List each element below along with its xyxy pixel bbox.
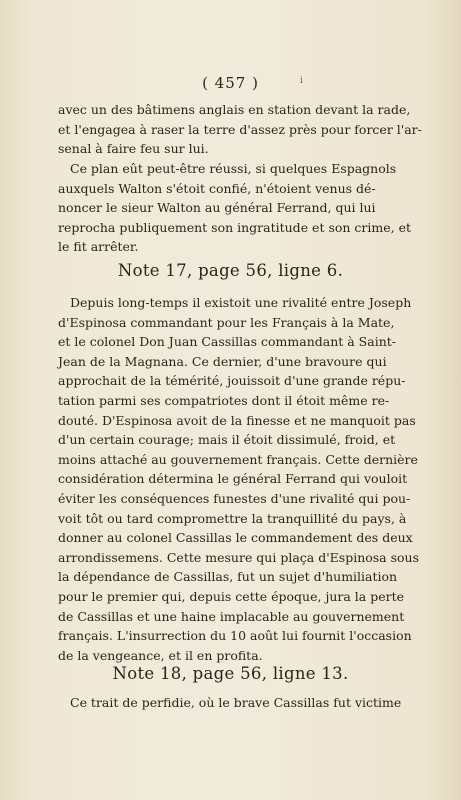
text-line: considération détermina le général Ferrand qui vouloit <box>58 471 408 487</box>
text-line: et le colonel Don Juan Cassillas commandant à Saint- <box>58 334 396 350</box>
text-line: avec un des bâtimens anglais en station devant la rade, <box>58 102 411 117</box>
text-line: douté. D'Espinosa avoit de la finesse et ne manquoit pas <box>58 412 416 428</box>
text-line: le fit arrêter. <box>58 239 139 255</box>
text-line: noncer le sieur Walton au général Ferrand, qui lui <box>58 200 376 216</box>
page-number: ( 457 ) <box>202 74 259 92</box>
corner-mark: i <box>300 76 303 86</box>
text-line: reprocha publiquement son ingratitude et son crime, et <box>58 219 412 235</box>
text-line: auxquels Walton s'étoit confié, n'étoient venus dé- <box>58 180 376 196</box>
text-line: pour le premier qui, depuis cette époque, jura la perte <box>58 588 404 604</box>
paragraph-1 <box>58 100 422 159</box>
text-line: voit tôt ou tard compromettre la tranquillité du pays, à <box>58 510 407 526</box>
text-line: de Cassillas et une haine implacable au gouvernement <box>58 608 405 624</box>
note-17-heading: Note 17, page 56, ligne 6. <box>117 261 344 280</box>
paragraph-3 <box>58 293 420 665</box>
text-line: approchait de la témérité, jouissoit d'une grande répu- <box>58 373 406 389</box>
text-line: français. L'insurrection du 10 août lui fournit l'occasion <box>58 628 412 644</box>
text-line: et l'engagea à raser la terre d'assez près pour forcer l'ar- <box>58 121 422 137</box>
text-line: éviter les conséquences funestes d'une rivalité qui pou- <box>58 490 411 506</box>
text-line: senal à faire feu sur lui. <box>58 141 209 157</box>
text-line: la dépendance de Cassillas, fut un sujet d'humiliation <box>58 569 398 585</box>
note-18-heading: Note 18, page 56, ligne 13. <box>112 664 349 683</box>
text-line: donner au colonel Cassillas le commandement des deux <box>58 530 413 546</box>
text-line: Ce plan eût peut-être réussi, si quelques Espagnols <box>70 161 397 176</box>
text-line: d'Espinosa commandant pour les Français à la Mate, <box>58 314 395 330</box>
text-line: de la vengeance, et il en profita. <box>58 647 263 663</box>
paragraph-2 <box>58 159 412 257</box>
text-line: Jean de la Magnana. Ce dernier, d'une bravoure qui <box>58 353 387 369</box>
text-line: d'un certain courage; mais il étoit dissimulé, froid, et <box>58 432 396 448</box>
text-line: Ce trait de perfidie, où le brave Cassillas fut victime <box>70 695 402 710</box>
text-line: arrondissemens. Cette mesure qui plaça d'Espinosa sous <box>58 549 420 565</box>
paragraph-4 <box>58 693 402 713</box>
text-line: tation parmi ses compatriotes dont il étoit même re- <box>58 392 390 408</box>
text-line: Depuis long-temps il existoit une rivalité entre Joseph <box>70 295 412 310</box>
text-line: moins attaché au gouvernement français. Cette dernière <box>58 451 418 467</box>
